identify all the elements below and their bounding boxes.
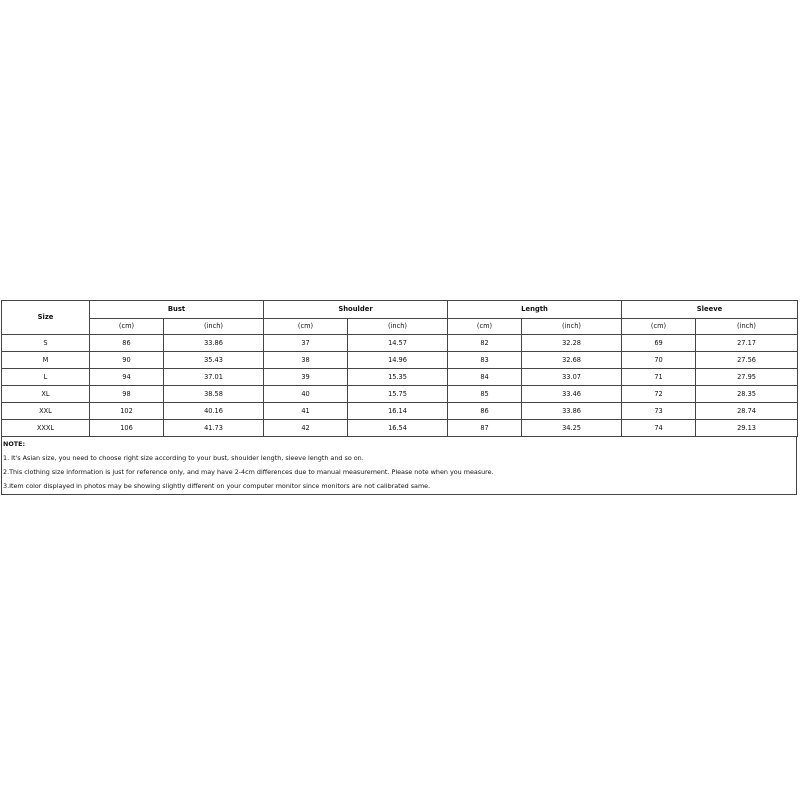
table-cell: 90 [90,352,164,369]
unit-cm-header: (cm) [264,319,348,335]
size-table [1,300,798,437]
size-cell: S [2,335,90,352]
table-cell: 27.17 [696,335,798,352]
table-cell: 82 [448,335,522,352]
table-cell: 33.86 [164,335,264,352]
table-cell: 33.46 [522,386,622,403]
table-cell: 102 [90,403,164,420]
table-cell: 38.58 [164,386,264,403]
table-cell: 39 [264,369,348,386]
table-cell: 32.68 [522,352,622,369]
note-item: 3.Item color displayed in photos may be showing slightly different on your computer monitor since monitors are not calibrated same. [3,481,431,490]
table-cell: 72 [622,386,696,403]
table-cell: 16.54 [348,420,448,437]
table-cell: 106 [90,420,164,437]
unit-cm-header: (cm) [448,319,522,335]
table-cell: 73 [622,403,696,420]
table-row [2,420,798,437]
table-cell: 37 [264,335,348,352]
table-cell: 84 [448,369,522,386]
unit-cm-header: (cm) [90,319,164,335]
table-cell: 94 [90,369,164,386]
table-cell: 32.28 [522,335,622,352]
table-row [2,352,798,369]
table-cell: 74 [622,420,696,437]
bust-header: Bust [90,301,264,319]
table-cell: 41.73 [164,420,264,437]
table-cell: 40.16 [164,403,264,420]
size-cell: L [2,369,90,386]
size-cell: XXL [2,403,90,420]
notes-section [1,437,797,495]
note-item: 1. It's Asian size, you need to choose right size according to your bust, shoulder length, sleeve length and so on. [3,453,364,462]
table-cell: 69 [622,335,696,352]
unit-inch-header: (inch) [164,319,264,335]
unit-header-row [2,319,798,335]
table-cell: 86 [448,403,522,420]
table-cell: 14.96 [348,352,448,369]
table-cell: 16.14 [348,403,448,420]
table-cell: 71 [622,369,696,386]
table-cell: 83 [448,352,522,369]
size-chart [1,300,797,495]
table-cell: 14.57 [348,335,448,352]
table-cell: 15.35 [348,369,448,386]
table-cell: 70 [622,352,696,369]
note-item: 2.This clothing size information is just for reference only, and may have 2-4cm differences due to manual measurement. Please note when you measure. [3,467,494,476]
table-row [2,386,798,403]
size-cell: XL [2,386,90,403]
table-cell: 35.43 [164,352,264,369]
table-row [2,369,798,386]
table-cell: 85 [448,386,522,403]
table-cell: 29.13 [696,420,798,437]
table-cell: 15.75 [348,386,448,403]
group-header-row [2,301,798,319]
table-row [2,403,798,420]
shoulder-header: Shoulder [264,301,448,319]
table-cell: 41 [264,403,348,420]
table-cell: 33.07 [522,369,622,386]
size-cell: XXXL [2,420,90,437]
length-header: Length [448,301,622,319]
table-cell: 33.86 [522,403,622,420]
table-cell: 42 [264,420,348,437]
unit-inch-header: (inch) [522,319,622,335]
size-column-header: Size [2,301,90,335]
sleeve-header: Sleeve [622,301,798,319]
table-cell: 86 [90,335,164,352]
notes-title: NOTE: [3,439,26,448]
size-cell: M [2,352,90,369]
table-cell: 34.25 [522,420,622,437]
table-cell: 27.56 [696,352,798,369]
table-cell: 28.35 [696,386,798,403]
table-cell: 40 [264,386,348,403]
unit-inch-header: (inch) [696,319,798,335]
table-cell: 37.01 [164,369,264,386]
table-cell: 27.95 [696,369,798,386]
table-cell: 87 [448,420,522,437]
table-cell: 98 [90,386,164,403]
unit-inch-header: (inch) [348,319,448,335]
table-cell: 28.74 [696,403,798,420]
table-row [2,335,798,352]
unit-cm-header: (cm) [622,319,696,335]
table-cell: 38 [264,352,348,369]
